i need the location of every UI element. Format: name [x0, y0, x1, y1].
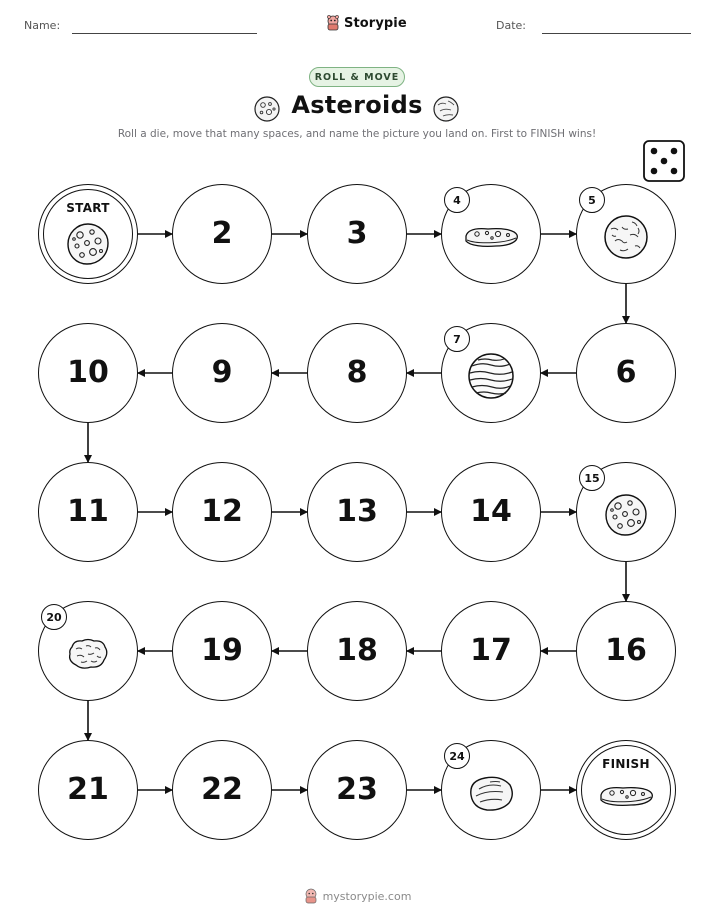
- date-label: Date:: [496, 19, 526, 32]
- board-space: [307, 740, 407, 840]
- space-number: 23: [336, 772, 378, 807]
- name-label: Name:: [24, 19, 61, 32]
- space-number: 11: [67, 494, 109, 529]
- space-number: 12: [201, 494, 243, 529]
- lumpy-rock-icon: [66, 637, 110, 675]
- space-number: 2: [211, 216, 233, 251]
- board-space: [172, 601, 272, 701]
- footer-url: mystorypie.com: [322, 889, 412, 903]
- board-space: [172, 323, 272, 423]
- board-space: [441, 184, 541, 284]
- space-number-tag: 24: [444, 743, 470, 769]
- board-space: [38, 323, 138, 423]
- board-space: [576, 323, 676, 423]
- space-number-tag: 7: [444, 326, 470, 352]
- flat-asteroid-icon: [597, 783, 655, 813]
- space-number: 3: [346, 216, 368, 251]
- space-number-tag: 4: [444, 187, 470, 213]
- space-number: 13: [336, 494, 378, 529]
- board-space: [38, 740, 138, 840]
- board-space: [576, 462, 676, 562]
- board-space: [441, 323, 541, 423]
- board-space: [172, 184, 272, 284]
- space-number-tag: 20: [41, 604, 67, 630]
- board-space: [307, 601, 407, 701]
- striped-planet-icon: [466, 351, 516, 405]
- footer: [0, 886, 714, 906]
- start-space: [38, 184, 138, 284]
- smooth-rock-icon: [465, 773, 517, 817]
- board-space: [307, 462, 407, 562]
- cratered-asteroid-icon: [65, 221, 111, 271]
- space-number-tag: 5: [579, 187, 605, 213]
- rocky-asteroid-icon: [602, 213, 650, 265]
- space-number: 10: [67, 355, 109, 390]
- board-space: [576, 601, 676, 701]
- finish-space: [576, 740, 676, 840]
- cratered-asteroid-icon: [603, 492, 649, 542]
- board-space: [172, 462, 272, 562]
- board-space: [307, 323, 407, 423]
- mascot-icon: [303, 888, 319, 904]
- space-number: 16: [605, 633, 647, 668]
- board-space: [441, 601, 541, 701]
- board-space: [172, 740, 272, 840]
- brand-name: Storypie: [344, 15, 407, 31]
- board-space: [441, 462, 541, 562]
- space-number: 17: [470, 633, 512, 668]
- board-space: [576, 184, 676, 284]
- space-number-tag: 15: [579, 465, 605, 491]
- space-number: 22: [201, 772, 243, 807]
- space-number: 14: [470, 494, 512, 529]
- space-number: 8: [346, 355, 368, 390]
- instructions-text: Roll a die, move that many spaces, and name the picture you land on. First to FINISH wins!: [117, 128, 597, 140]
- game-type-badge: ROLL & MOVE: [309, 67, 405, 87]
- board-space: [307, 184, 407, 284]
- board-space: [38, 601, 138, 701]
- start-label: START: [66, 201, 110, 215]
- flat-asteroid-icon: [462, 224, 520, 254]
- space-number: 9: [211, 355, 233, 390]
- space-number: 21: [67, 772, 109, 807]
- board-space: [38, 462, 138, 562]
- space-number: 6: [615, 355, 637, 390]
- space-number: 18: [336, 633, 378, 668]
- finish-label: FINISH: [602, 757, 650, 771]
- space-number: 19: [201, 633, 243, 668]
- page-title: Asteroids: [291, 91, 423, 119]
- board-space: [441, 740, 541, 840]
